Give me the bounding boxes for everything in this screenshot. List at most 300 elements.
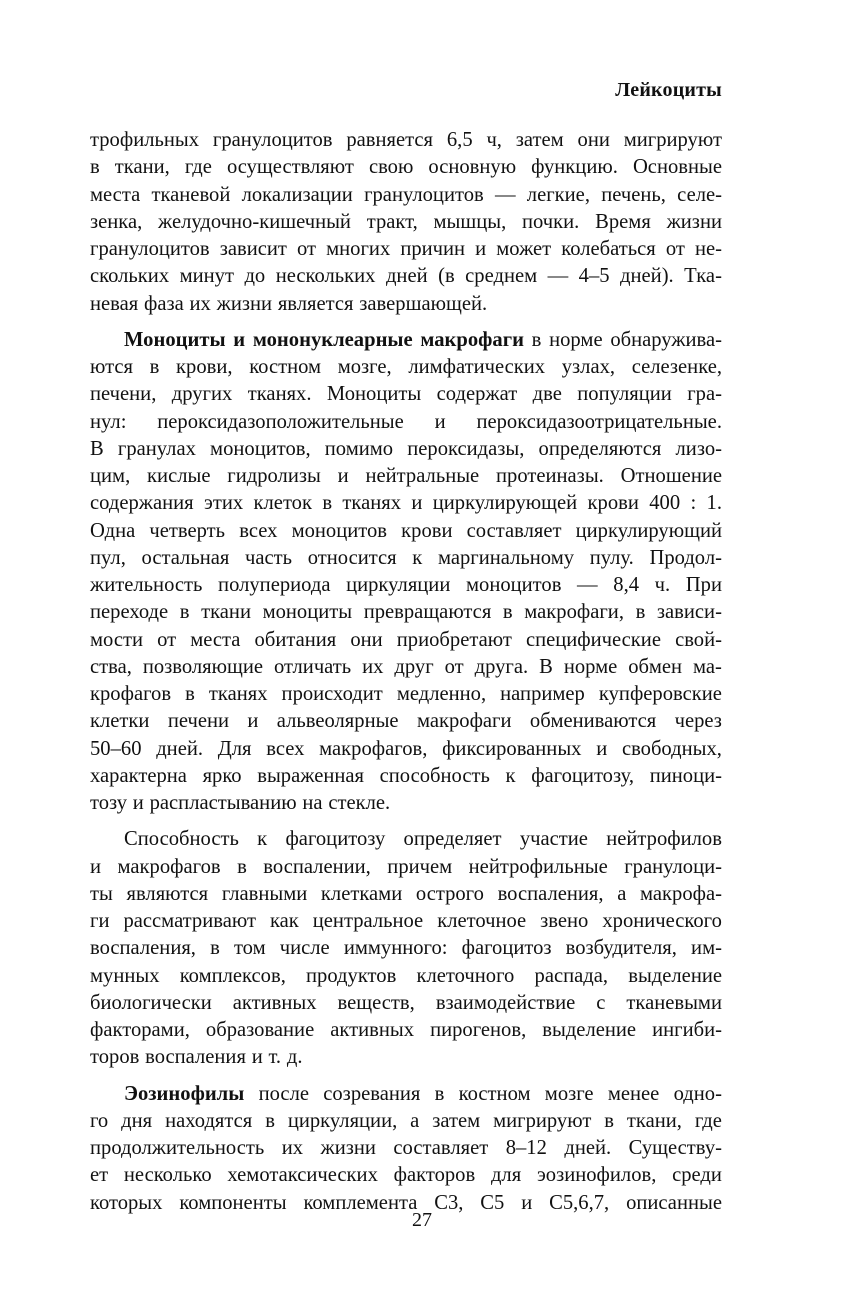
word: например: [500, 683, 585, 705]
word: Одна: [90, 519, 136, 542]
word: макрофаги: [416, 710, 512, 733]
word: макрофагов: [117, 855, 221, 878]
word: содержания: [90, 492, 194, 515]
text-line: [90, 854, 722, 881]
word: а: [410, 1109, 420, 1132]
word: им-: [691, 937, 722, 960]
word: причем: [387, 855, 453, 878]
word: ткани,: [114, 156, 170, 179]
word: торов: [90, 1046, 140, 1069]
word: воспаления: [145, 1046, 246, 1069]
word: в: [265, 1109, 275, 1132]
word: в: [604, 1109, 614, 1132]
word: Моноциты: [326, 383, 422, 406]
word: веществ,: [337, 991, 415, 1014]
word: нескольких: [275, 265, 376, 288]
word: к: [257, 828, 268, 851]
word: дней: [385, 265, 428, 288]
word: нул:: [90, 410, 127, 433]
word: выделение: [628, 964, 722, 987]
page-number: 27: [412, 1209, 432, 1231]
word: рассматривают: [123, 910, 256, 932]
text-line: [90, 263, 722, 290]
word: ингиби-: [652, 1019, 722, 1041]
word: активных: [330, 1019, 415, 1041]
word: стекле.: [328, 792, 391, 814]
word: специфические: [525, 628, 661, 651]
word: и: [251, 1046, 263, 1069]
word: осуществляют: [226, 156, 354, 179]
word: мигрируют: [493, 1109, 592, 1132]
word: жизни: [320, 1137, 376, 1159]
word: костном: [458, 1082, 531, 1105]
word: С3,: [434, 1191, 464, 1214]
word: моноцитов: [465, 574, 562, 596]
word: жизни: [666, 210, 722, 233]
word: фагоцитоз: [461, 937, 552, 960]
word: мости: [90, 628, 144, 651]
word: многих: [326, 238, 391, 260]
word: ет: [90, 1164, 109, 1187]
word: продуктов: [306, 964, 397, 987]
word: макрофаги,: [524, 601, 624, 624]
word: они: [577, 129, 610, 151]
word: го: [90, 1109, 109, 1132]
word: происходит: [281, 683, 383, 705]
word: гранулоцитов: [212, 129, 333, 151]
word: для: [490, 1164, 522, 1187]
word: всех: [239, 519, 278, 542]
word: клетки: [90, 710, 150, 733]
text-line: [90, 236, 722, 263]
text-line: [90, 908, 722, 935]
word: гранулах: [117, 437, 196, 460]
word: являются: [126, 882, 209, 905]
word: к: [505, 764, 516, 787]
word: В: [90, 437, 104, 460]
text-line: [90, 708, 722, 735]
word: протеиназы.: [496, 465, 604, 487]
word: функцию.: [531, 156, 618, 179]
word: Отношение: [620, 465, 722, 487]
text-line: [90, 627, 722, 654]
word: мунных: [90, 964, 160, 987]
word: трофильных: [90, 129, 200, 151]
word: переходе: [90, 601, 169, 624]
word: несколько: [123, 1164, 212, 1187]
text-line: [90, 935, 722, 962]
word: :: [690, 492, 697, 515]
text-line: [90, 409, 722, 436]
word: мышцы,: [433, 210, 507, 233]
word: клетками: [320, 882, 403, 905]
word: воспаления,: [497, 882, 604, 905]
word: от: [444, 655, 464, 678]
word: циркуляции: [346, 574, 451, 596]
word: том: [233, 937, 266, 960]
word: пероксидазоотрицательные.: [476, 410, 722, 433]
word: гидролизы: [227, 465, 321, 487]
word: Для: [217, 737, 252, 760]
word: кислые: [147, 465, 211, 487]
text-line: [90, 790, 722, 817]
word: печени,: [90, 383, 157, 406]
word: 400: [649, 492, 681, 515]
word: обмениваются: [529, 710, 657, 733]
word: легкие,: [526, 183, 590, 206]
bold-term-word: мононуклеарные: [252, 328, 413, 351]
word: свою: [368, 156, 414, 179]
word: от: [665, 238, 685, 260]
word: ч.: [654, 574, 671, 596]
word: до: [244, 265, 266, 288]
word: они: [350, 628, 383, 651]
word: числе: [279, 937, 330, 960]
word: и: [596, 737, 608, 760]
text-line: [90, 209, 722, 236]
paragraph-first-line: [90, 1081, 722, 1108]
word: фагоцитозу: [285, 828, 386, 851]
word: альвеолярные: [276, 710, 399, 733]
text-line: [90, 763, 722, 790]
word: факторов: [393, 1164, 476, 1187]
word: четверть: [149, 519, 226, 542]
word: 8,4: [613, 574, 640, 596]
word: ства,: [90, 655, 132, 678]
word: (в: [438, 265, 455, 288]
word: на: [302, 792, 323, 814]
word: обмен: [628, 655, 683, 678]
word: клеточного: [416, 964, 515, 987]
text-line: [90, 736, 722, 763]
word: является: [277, 292, 354, 315]
text-line: [90, 518, 722, 545]
word: костном: [249, 356, 322, 378]
word: в: [531, 328, 542, 351]
word: фиксированных: [442, 737, 582, 760]
word: основную: [428, 156, 517, 179]
word: находятся: [165, 1109, 253, 1132]
word: воспалении,: [263, 855, 371, 878]
word: лизо-: [675, 437, 722, 460]
word: т.: [268, 1046, 282, 1069]
word: желудочно-кишечный: [158, 210, 351, 233]
word: фагоцитозу,: [531, 764, 635, 787]
word: в: [502, 601, 513, 624]
word: —: [494, 183, 516, 206]
word: ются: [90, 356, 133, 378]
word: в: [179, 601, 190, 624]
word: компоненты: [179, 1191, 287, 1214]
word: —: [547, 265, 569, 288]
word: продолжительность: [90, 1137, 265, 1159]
word: места: [190, 628, 241, 651]
word: биологически: [90, 991, 212, 1014]
text-line: [90, 963, 722, 990]
word: звено: [540, 910, 589, 932]
word: пиноци-: [649, 764, 722, 787]
word: нейтральные: [365, 465, 480, 487]
word: маргинальному: [437, 546, 575, 569]
word: селезенке,: [631, 356, 722, 378]
word: в: [185, 683, 195, 705]
text-line: [90, 1108, 722, 1135]
word: С5,6,7,: [549, 1191, 610, 1214]
word: макрофа-: [640, 882, 722, 905]
word: полупериода: [218, 574, 331, 596]
word: узлах,: [561, 356, 616, 378]
word: и: [475, 238, 487, 260]
word: жизни: [216, 292, 273, 315]
word: среднем: [465, 265, 538, 288]
word: ма-: [692, 655, 722, 678]
word: их: [189, 292, 211, 315]
word: а: [617, 882, 627, 905]
word: моноцитов,: [210, 437, 311, 460]
word: в: [149, 356, 160, 378]
word: Способность: [124, 828, 239, 851]
word: моноцитов: [291, 519, 387, 542]
word: свободных,: [621, 737, 722, 760]
text-line: [90, 490, 722, 517]
word: описанные: [626, 1191, 722, 1214]
word: минут: [179, 265, 234, 288]
word: лимфатических: [408, 356, 546, 378]
word: в: [322, 492, 333, 515]
body-text: [90, 127, 722, 1217]
word: в: [635, 601, 646, 624]
word: Существу-: [628, 1137, 722, 1159]
text-line: [90, 599, 722, 626]
word: образование: [205, 1019, 315, 1041]
word: главными: [221, 882, 308, 905]
word: равняется: [346, 129, 434, 151]
word: пул,: [90, 546, 126, 569]
text-line: [90, 381, 722, 408]
word: не-: [694, 238, 722, 260]
word: через: [674, 710, 722, 733]
word: характерна: [90, 764, 187, 787]
word: При: [685, 574, 722, 596]
word: отличать: [274, 655, 352, 678]
word: комплексов,: [179, 964, 286, 987]
word: активных: [232, 991, 317, 1014]
word: где: [184, 156, 212, 179]
word: обнаружива-: [610, 328, 722, 351]
text-line: [90, 291, 722, 318]
word: свой-: [675, 628, 722, 651]
word: участие: [519, 828, 588, 851]
word: ярко: [202, 764, 242, 787]
word: фаза: [144, 292, 184, 315]
word: дней.: [156, 737, 204, 760]
word: тканевыми: [626, 991, 722, 1014]
word: факторами,: [90, 1019, 190, 1041]
text-line: [90, 1162, 722, 1189]
word: друга.: [474, 655, 529, 678]
word: превращаются: [363, 601, 492, 624]
word: гранулоцитов: [90, 238, 210, 260]
word: медленно,: [396, 683, 487, 705]
word: их: [281, 1137, 304, 1159]
word: от: [157, 628, 177, 651]
running-header: Лейкоциты: [615, 79, 722, 101]
word: зависи-: [656, 601, 722, 624]
word: среди: [672, 1164, 722, 1187]
text-line: [90, 463, 722, 490]
word: дня: [121, 1109, 153, 1132]
word: циркулирующей: [432, 492, 578, 515]
word: с: [596, 991, 606, 1014]
word: комплемента: [303, 1191, 418, 1214]
word: тканях: [342, 492, 402, 515]
word: менее: [607, 1082, 660, 1105]
word: 8–12: [505, 1137, 547, 1159]
word: гранулоци-: [624, 855, 722, 878]
text-line: [90, 1044, 722, 1071]
word: относится: [307, 546, 397, 569]
word: Продол-: [649, 546, 722, 569]
word: тканях.: [247, 383, 312, 406]
text-line: [90, 990, 722, 1017]
word: Тка-: [684, 265, 722, 288]
bold-term-word: и: [233, 328, 246, 351]
word: клеток: [253, 492, 312, 515]
word: мозге,: [337, 356, 392, 378]
word: 6,5: [446, 129, 473, 151]
text-line: [90, 881, 722, 908]
word: в: [237, 855, 247, 878]
word: других: [171, 383, 233, 406]
text-line: [90, 572, 722, 599]
word: обитания: [254, 628, 337, 651]
word: д.: [286, 1046, 303, 1069]
word: Время: [595, 210, 651, 233]
word: две: [532, 383, 562, 406]
word: пулу.: [589, 546, 634, 569]
text-line: [90, 182, 722, 209]
text-line: [90, 127, 722, 154]
bold-term-word: Эозинофилы: [124, 1082, 245, 1105]
word: зенка,: [90, 210, 143, 233]
word: остальная: [141, 546, 230, 569]
word: иммунного:: [343, 937, 448, 960]
word: —: [577, 574, 598, 596]
word: от: [297, 238, 317, 260]
word: печени: [167, 710, 230, 733]
word: хронического: [602, 910, 722, 932]
word: эозинофилов,: [536, 1164, 657, 1187]
word: пирогенов,: [430, 1019, 527, 1041]
word: ч,: [486, 129, 502, 151]
word: в: [90, 156, 100, 179]
word: в: [210, 937, 220, 960]
word: С5: [480, 1191, 505, 1214]
text-line: [90, 545, 722, 572]
word: печень,: [601, 183, 666, 206]
word: дней.: [564, 1137, 612, 1159]
word: тканевой: [151, 183, 231, 206]
word: почки.: [522, 210, 580, 233]
word: и: [90, 855, 102, 878]
word: помимо: [324, 437, 394, 460]
word: крови: [587, 492, 639, 515]
word: зависит: [219, 238, 287, 260]
word: их: [362, 655, 384, 678]
word: ги: [90, 910, 110, 932]
word: завершающей.: [359, 292, 488, 315]
word: распластыванию: [149, 792, 297, 814]
text-line: [90, 654, 722, 681]
text-line: [90, 354, 722, 381]
text-line: [90, 1017, 722, 1044]
word: содержат: [436, 383, 518, 406]
word: хемотаксических: [227, 1164, 378, 1187]
word: моноциты: [262, 601, 353, 624]
word: к: [412, 546, 423, 569]
word: гранулоцитов: [364, 183, 484, 206]
word: приобретают: [396, 628, 512, 651]
word: где: [694, 1109, 722, 1132]
word: взаимодействие: [435, 991, 576, 1014]
word: причин: [400, 238, 466, 260]
word: скольких: [90, 265, 170, 288]
word: затем: [515, 129, 564, 151]
word: макрофагов,: [319, 737, 428, 760]
word: тракт,: [366, 210, 418, 233]
word: воспаления,: [90, 937, 196, 960]
word: центральное: [312, 910, 424, 932]
word: дней).: [620, 265, 674, 288]
bold-term-word: макрофаги: [420, 328, 524, 351]
word: часть: [245, 546, 293, 569]
word: Основные: [632, 156, 722, 179]
word: 4–5: [578, 265, 610, 288]
word: циркулирующий: [575, 519, 722, 542]
word: и: [337, 465, 349, 487]
word: колебаться: [561, 238, 656, 260]
text-line: [90, 436, 722, 463]
word: 50–60: [90, 737, 142, 760]
word: мигрируют: [623, 129, 722, 151]
word: купферовские: [598, 683, 722, 705]
word: одно-: [673, 1082, 722, 1105]
word: нейтрофилов: [606, 828, 722, 851]
word: определяет: [403, 828, 502, 851]
word: цим,: [90, 465, 131, 487]
word: выделение: [542, 1019, 637, 1041]
word: 1.: [706, 492, 722, 515]
word: крови,: [176, 356, 233, 378]
word: гра-: [687, 383, 722, 406]
paragraph-first-line: [90, 826, 722, 853]
word: крофагов: [90, 683, 172, 705]
word: и: [434, 410, 446, 433]
text-line: [90, 681, 722, 708]
word: способность: [379, 764, 490, 787]
word: места: [90, 183, 141, 206]
word: может: [496, 238, 552, 260]
word: составляет: [466, 519, 562, 542]
word: пероксидазы,: [407, 437, 525, 460]
word: как: [269, 910, 299, 932]
word: ты: [90, 882, 113, 905]
word: мозге: [544, 1082, 594, 1105]
word: ткани,: [626, 1109, 682, 1132]
word: клеточное: [437, 910, 527, 932]
text-line: [90, 1135, 722, 1162]
word: невая: [90, 292, 139, 315]
